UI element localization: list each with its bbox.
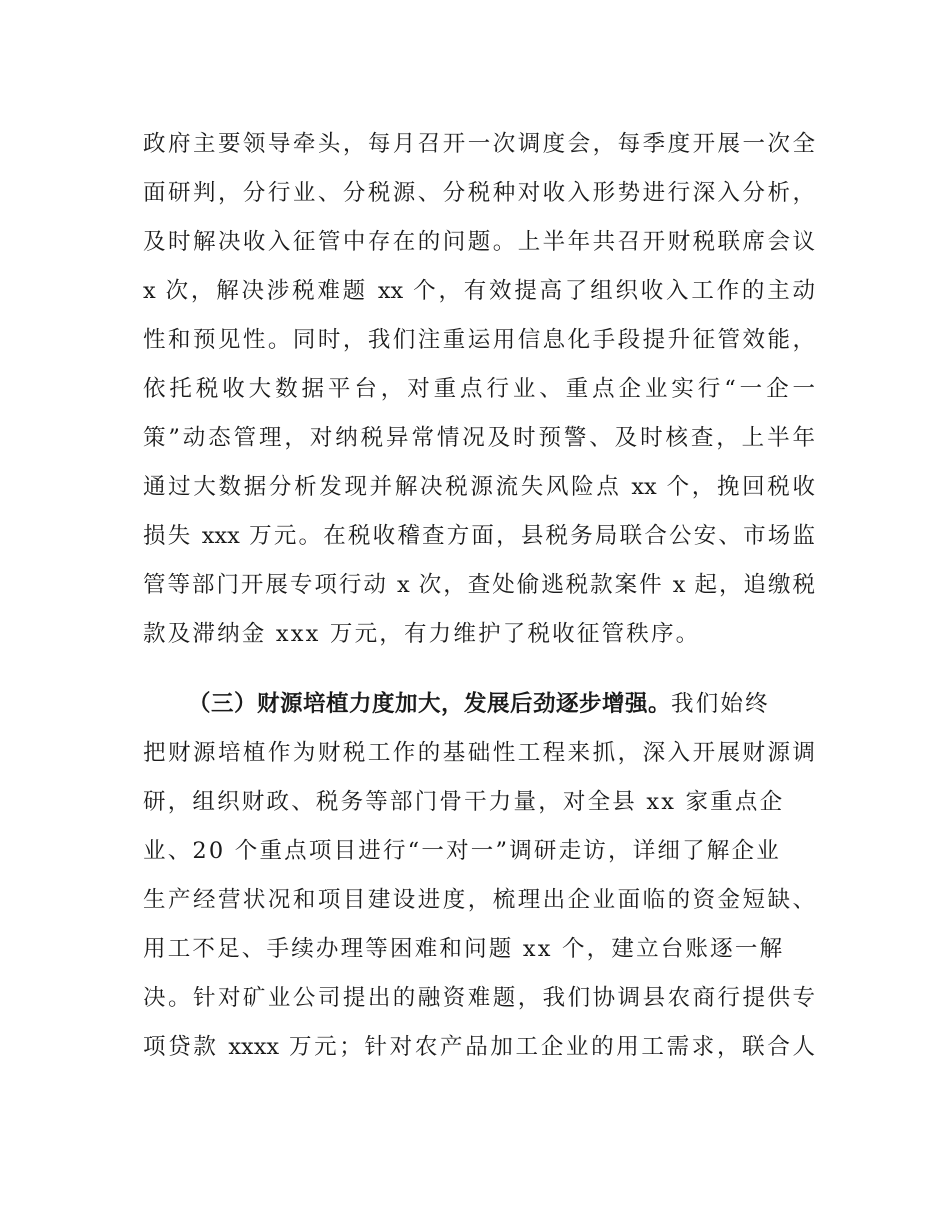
section-first-line-text: 我们始终 [671,691,770,717]
body-paragraph-2 [143,680,815,1072]
text-line: 生产经营状况和项目建设进度，梳理出企业面临的资金短缺、 [143,887,815,913]
section-heading: （三）财源培植力度加大，发展后劲逐步增强。 [188,691,672,717]
text-line: 政府主要领导牵头，每月召开一次调度会，每季度开展一次全 [143,131,815,157]
text-line: 及时解决收入征管中存在的问题。上半年共召开财税联席会议 [143,229,815,255]
text-line: 管等部门开展专项行动 x 次，查处偷逃税款案件 x 起，追缴税 [143,572,815,598]
text-line: x 次，解决涉税难题 xx 个，有效提高了组织收入工作的主动 [143,278,815,304]
text-line: 通过大数据分析发现并解决税源流失风险点 xx 个，挽回税收 [143,474,815,500]
section-first-line [143,680,815,729]
text-line: 款及滞纳金 xxx 万元，有力维护了税收征管秩序。 [143,621,701,647]
body-paragraph-1 [143,120,815,659]
text-line: 性和预见性。同时，我们注重运用信息化手段提升征管效能， [143,327,815,353]
text-line: 决。针对矿业公司提出的融资难题，我们协调县农商行提供专 [143,985,815,1011]
text-line: 用工不足、手续办理等困难和问题 xx 个，建立台账逐一解 [143,936,785,962]
text-line: 研，组织财政、税务等部门骨干力量，对全县 xx 家重点企 [143,789,785,815]
text-line: 策”动态管理，对纳税异常情况及时预警、及时核查，上半年 [143,425,815,451]
text-line: 业、20 个重点项目进行“一对一”调研走访，详细了解企业 [143,838,781,864]
text-line: 损失 xxx 万元。在税收稽查方面，县税务局联合公安、市场监 [143,523,815,549]
text-line: 依托税收大数据平台，对重点行业、重点企业实行“一企一 [143,376,815,402]
text-line: 项贷款 xxxx 万元；针对农产品加工企业的用工需求，联合人 [143,1034,815,1060]
text-line: 面研判，分行业、分税源、分税种对收入形势进行深入分析， [143,180,815,206]
text-line: 把财源培植作为财税工作的基础性工程来抓，深入开展财源调 [143,740,815,766]
